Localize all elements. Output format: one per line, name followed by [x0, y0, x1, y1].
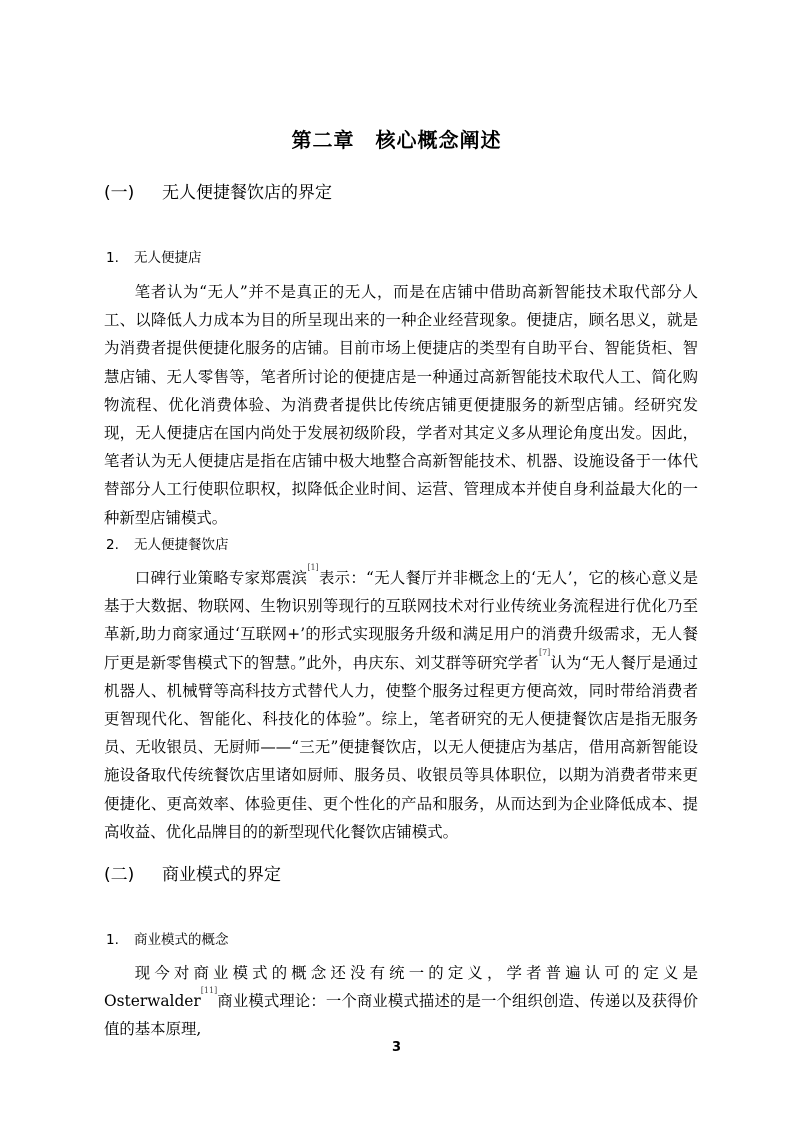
paragraph-text: 认为“无人餐厅是通过机器人、机械臂等高科技方式替代人力，使整个服务过程更方便高效，同时带给消费者更智现代化、智能化、科技化的体验”。综上，笔者研究的无人便捷餐饮店是指无服务员、无收银员、无厨师——“三无”便捷餐饮店，以无人便捷店为基店，借用高新智能设施设备取代传统餐饮店里诸如厨师、服务员、收银员等具体职位，以期为消费者带来更便捷化、更高效率、体验更佳、更个性化的产品和服务，从而达到为企业降低成本、提高收益、优化品牌目的的新型现代化餐饮店铺模式。 [104, 653, 699, 841]
subsection-number: 1. [106, 932, 119, 948]
section-title: 商业模式的界定 [162, 865, 281, 885]
paragraph-text: 商业模式理论：一个商业模式描述的是一个组织创造、传递以及获得价值的基本原理, [104, 992, 698, 1039]
paragraph-text: 表示：“无人餐厅并非概念上的‘无人’，它的核心意义是基于大数据、物联网、生物识别等现行的互联网技术对行业传统业务流程进行优化乃至革新,助力商家通过‘互联网+’的形式实现服务升级和满足用户的消费升级需求，无人餐厅更是新零售模式下的智慧。”此外，冉庆东、刘艾群等研究学者 [104, 569, 698, 672]
citation-ref: [7] [538, 647, 551, 657]
page-number: 3 [391, 1040, 402, 1055]
subsection-heading-3 [106, 928, 229, 948]
paragraph-business-model [104, 959, 698, 1044]
subsection-number: 2. [106, 537, 119, 553]
subsection-title: 无人便捷餐饮店 [134, 537, 229, 553]
section-number: (二) [104, 865, 135, 885]
subsection-title: 商业模式的概念 [134, 932, 229, 948]
section-heading-1 [104, 178, 332, 203]
paragraph-text: 口碑行业策略专家郑震滨 [134, 569, 308, 587]
subsection-heading-1 [106, 246, 202, 266]
paragraph-text: 现今对商业模式的概念还没有统一的定义，学者普遍认可的定义是 Osterwalder [104, 964, 698, 1011]
citation-ref: [1] [307, 563, 319, 572]
subsection-title: 无人便捷店 [134, 250, 202, 266]
chapter-title: 第二章 核心概念阐述 [291, 128, 502, 152]
subsection-heading-2 [106, 533, 229, 553]
subsection-number: 1. [106, 250, 119, 266]
paragraph-unmanned-restaurant [104, 564, 698, 846]
paragraph-unmanned-store: 笔者认为“无人”并不是真正的无人，而是在店铺中借助高新智能技术取代部分人工、以降低人力成本为目的所呈现出来的一种企业经营现象。便捷店，顾名思义，就是为消费者提供便捷化服务的店铺。目前市场上便捷店的类型有自助平台、智能货柜、智慧店铺、无人零售等，笔者所讨论的便捷店是一种通过高新智能技术取代人工、简化购物流程、优化消费体验、为消费者提供比传统店铺更便捷服务的新型店铺。经研究发现，无人便捷店在国内尚处于发展初级阶段，学者对其定义多从理论角度出发。因此，笔者认为无人便捷店是指在店铺中极大地整合高新智能技术、机器、设施设备于一体代替部分人工行使职位职权，拟降低企业时间、运营、管理成本并使自身利益最大化的一种新型店铺模式。 [104, 283, 698, 527]
section-number: (一) [104, 183, 135, 203]
citation-ref: [11] [200, 986, 218, 996]
section-heading-2 [104, 860, 281, 885]
section-title: 无人便捷餐饮店的界定 [162, 183, 332, 203]
